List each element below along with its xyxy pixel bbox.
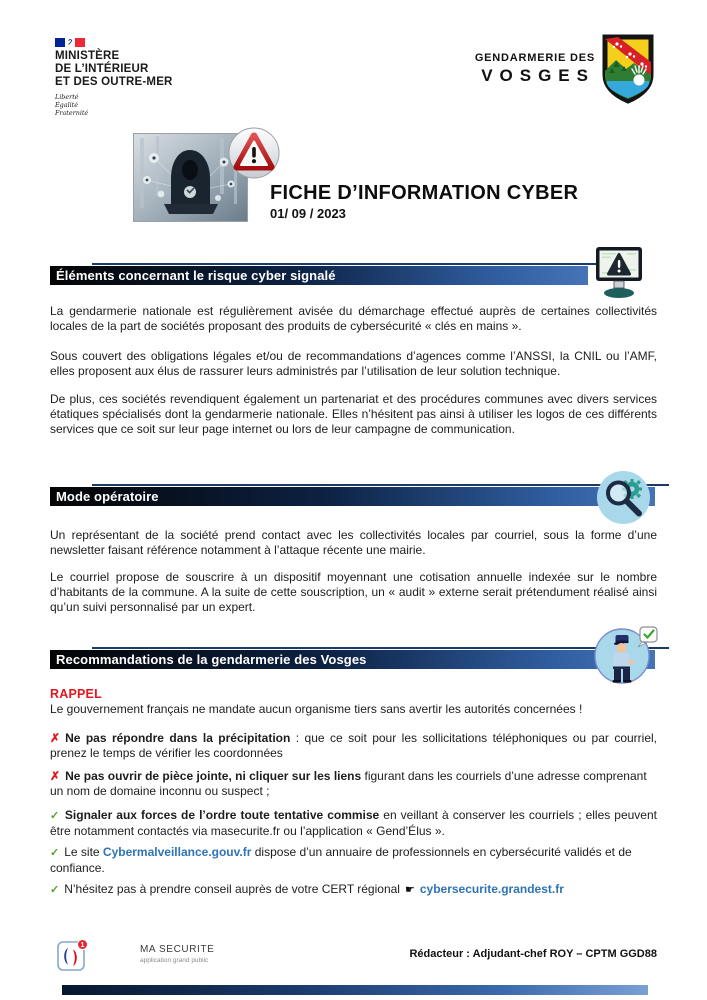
- bullet-ne-pas-repondre: [50, 731, 657, 761]
- rappel-text: Le gouvernement français ne mandate aucun organisme tiers sans avertir les autorités concernées !: [50, 702, 583, 716]
- bullet-bold: Ne pas répondre dans la précipitation: [65, 731, 291, 745]
- ministry-motto: Liberté Égalité Fraternité: [55, 93, 89, 117]
- paragraph: De plus, ces sociétés revendiquent également un partenariat et des procédures communes avec divers services étatiques spécialisés dont la gendarmerie nationale. Elles n’hésitent pas ainsi à utiliser les logos de ces différents services que ce soit sur leur page internet ou lors de leur campagne de communication.: [50, 392, 657, 436]
- document-title: FICHE D’INFORMATION CYBER: [270, 182, 579, 204]
- section-bar-risque-cyber: [50, 266, 588, 285]
- monitor-warning-icon: [593, 245, 645, 301]
- bullet-ne-pas-ouvrir: [50, 769, 657, 799]
- editor-credit: Rédacteur : Adjudant-chef ROY – CPTM GGD88: [409, 948, 657, 960]
- bullet-signaler: [50, 808, 657, 839]
- section-title: Recommandations de la gendarmerie des Vosges: [56, 652, 367, 667]
- section-title: Mode opératoire: [56, 489, 159, 504]
- bullet-text: en veillant à conserver les courriels ; elles peuvent être notamment contactés via masecurite.fr ou l’application « Gend’Élus ».: [50, 808, 657, 838]
- check-mark-icon: ✓: [50, 810, 60, 822]
- paragraph: Le courriel propose de souscrire à un dispositif moyennant une cotisation annuelle indexée sur le nombre d’habitants de la commune. A la suite de cette souscription, un « audit » externe serait prétendument réalisé ainsi qu’un suivi personnalisé par un expert.: [50, 570, 657, 614]
- paragraph: Sous couvert des obligations légales et/ou de recommandations d’agences comme l’ANSSI, la CNIL ou l’AMF, elles proposent aux élus de rassurer leurs administrés par l’utilisation de leur solution technique.: [50, 349, 657, 378]
- ma-securite-app-icon: [56, 938, 90, 972]
- cybermalveillance-link[interactable]: Cybermalveillance.gouv.fr: [102, 845, 252, 859]
- check-mark-icon: ✓: [50, 847, 60, 859]
- bullet-text: dispose d’un annuaire de professionnels en cybersécurité validés et de confiance.: [50, 845, 632, 875]
- gendarmerie-label: GENDARMERIE DES: [474, 52, 595, 64]
- x-mark-icon: ✗: [50, 731, 61, 745]
- bullet-bold: Signaler aux forces de l’ordre toute tentative commise: [64, 808, 380, 822]
- document-date: 01/ 09 / 2023: [270, 206, 346, 221]
- check-mark-icon: ✓: [50, 884, 60, 896]
- app-name: MA SECURITE: [140, 944, 215, 955]
- ministry-name-line: MINISTÈRE: [55, 50, 120, 62]
- french-flag-icon: [55, 38, 85, 47]
- cert-grandest-link[interactable]: cybersecurite.grandest.fr: [419, 882, 564, 896]
- paragraph: Un représentant de la société prend contact avec les collectivités locales par courriel, sous la forme d’une newsletter faisant référence notamment à l’attaque récente une mairie.: [50, 528, 657, 557]
- app-subtitle: application grand public: [140, 957, 209, 964]
- magnifier-icon: [596, 470, 651, 525]
- bullet-text: N’hésitez pas à prendre conseil auprès de votre CERT régional: [64, 882, 400, 896]
- bullet-text: : que ce soit pour les sollicitations téléphoniques ou par courriel, prenez le temps de vérifier les coordonnées: [50, 731, 658, 760]
- bullet-text: figurant dans les courriels d’une adresse comprenant un nom de domaine inconnu ou suspect ;: [50, 769, 647, 798]
- gendarme-icon: [594, 625, 660, 685]
- x-mark-icon: ✗: [50, 769, 61, 783]
- section-bar-recommandations: [50, 650, 655, 669]
- ministry-name-line: ET DES OUTRE-MER: [55, 76, 173, 88]
- ministry-name-line: DE L’INTÉRIEUR: [55, 63, 149, 75]
- ma-securite-logo: [56, 938, 216, 977]
- bullet-bold: Ne pas ouvrir de pièce jointe, ni cliquer sur les liens: [65, 769, 362, 783]
- bullet-cybermalveillance: [50, 845, 657, 876]
- paragraph: La gendarmerie nationale est régulièrement avisée du démarchage effectué auprès de certaines collectivités locales de la part de sociétés proposant des produits de cybersécurité « clés en mains ».: [50, 304, 657, 333]
- bullet-text: Le site: [64, 845, 103, 859]
- gendarmerie-title: [455, 52, 595, 86]
- ministry-block: [55, 38, 235, 117]
- warning-triangle-badge: [228, 127, 280, 179]
- section-bar-mode-operatoire: [50, 487, 655, 506]
- rappel-label: RAPPEL: [50, 687, 102, 701]
- vosges-label: VOSGES: [481, 66, 595, 85]
- vosges-crest-icon: [601, 33, 655, 105]
- section-title: Éléments concernant le risque cyber signalé: [56, 268, 336, 283]
- bullet-cert-regional: [50, 882, 657, 898]
- badge-count: 1: [80, 942, 85, 949]
- pointing-hand-icon: ☛: [404, 884, 415, 896]
- bottom-accent-bar: [62, 985, 648, 995]
